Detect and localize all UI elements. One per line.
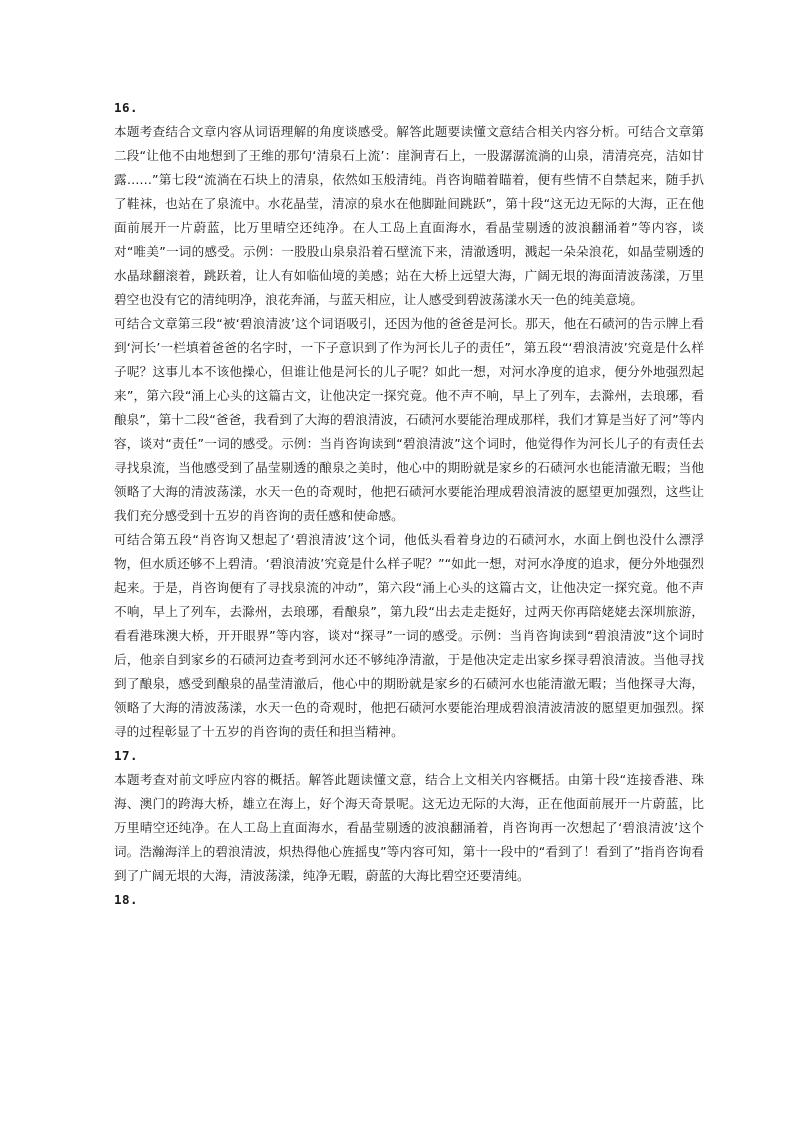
answer-content [114, 96, 704, 912]
answer-paragraph: 本题考查结合文章内容从词语理解的角度谈感受。解答此题要读懂文意结合相关内容分析。可结合文章第二段“让他不由地想到了王维的那句‘清泉石上流’：崖涧青石上，一股潺潺流淌的山泉，清清亮亮，洁如甘露……”第七段“流淌在石块上的清泉，依然如玉般清纯。肖咨询瞄着瞄着，便有些情不自禁起来，随手扒了鞋袜，也站在了泉流中。水花晶莹，清凉的泉水在他脚趾间跳跃”，第十段“这无边无际的大海，正在他面前展开一片蔚蓝，比万里晴空还纯净。在人工岛上直面海水，看晶莹剔透的波浪翻涌着”等内容，谈对“唯美”一词的感受。示例：一股股山泉泉沿着石壁流下来，清澈透明，溅起一朵朵浪花，如晶莹剔透的水晶球翻滚着，跳跃着，让人有如临仙境的美感；站在大桥上远望大海，广阔无垠的海面清波荡漾，万里碧空也没有它的清纯明净，浪花奔涌，与蓝天相应，让人感受到碧波荡漾水天一色的纯美意境。 [114, 124, 704, 307]
answer-paragraph: 本题考查对前文呼应内容的概括。解答此题读懂文意，结合上文相关内容概括。由第十段“连接香港、珠海、澳门的跨海大桥，雄立在海上，好个海天奇景呢。这无边无际的大海，正在他面前展开一片蔚蓝，比万里晴空还纯净。在人工岛上直面海水，看晶莹剔透的波浪翻涌着，肖咨询再一次想起了‘碧浪清波’这个词。浩瀚海洋上的碧浪清波，炽热得他心旌摇曳”等内容可知，第十一段中的“看到了！看到了”指肖咨询看到了广阔无垠的大海，清波荡漾，纯净无暇，蔚蓝的大海比碧空还要清纯。 [114, 772, 704, 883]
answer-paragraph: 可结合第五段“肖咨询又想起了‘碧浪清波’这个词，他低头看着身边的石碛河水，水面上倒也没什么漂浮物，但水质还够不上碧清。‘碧浪清波’究竟是什么样子呢？”“如此一想，对河水净度的追求，便分外地强烈起来。于是，肖咨询便有了寻找泉流的冲动”，第六段“涌上心头的这篇古文，让他决定一探究竟。他不声不响，早上了列车，去滁州，去琅琊，看酿泉”，第九段“出去走走挺好，过两天你再陪姥姥去深圳旅游，看看港珠澳大桥，开开眼界”等内容，谈对“探寻”一词的感受。示例：当肖咨询读到“碧浪清波”这个词时后，他亲自到家乡的石碛河边查考到河水还不够纯净清澈，于是他决定走出家乡探寻碧浪清波。当他寻找到了酿泉，感受到酿泉的晶莹清澈后，他心中的期盼就是家乡的石碛河水也能清澈无暇；当他探寻大海，领略了大海的清波荡漾，水天一色的奇观时，他把石碛河水要能治理成碧浪清波清波的愿望更加强烈。探寻的过程彰显了十五岁的肖咨询的责任和担当精神。 [114, 532, 704, 739]
answer-paragraph: 可结合文章第三段“被‘碧浪清波’这个词语吸引，还因为他的爸爸是河长。那天，他在石碛河的告示牌上看到‘河长’一栏填着爸爸的名字时，一下子意识到了作为河长儿子的责任”，第五段“‘碧浪清波’究竟是什么样子呢？这事儿本不该他操心，但谁让他是河长的儿子呢？如此一想，对河水净度的追求，便分外地强烈起来”，第六段“涌上心头的这篇古文，让他决定一探究竟。他不声不响，早上了列车，去滁州，去琅琊，看酿泉”，第十二段“爸爸，我看到了大海的碧浪清波，石碛河水要能治理成那样，我们才算是当好了河”等内容，谈对“责任”一词的感受。示例：当肖咨询读到“碧浪清波”这个词时，他觉得作为河长儿子的有责任去寻找泉流，当他感受到了晶莹剔透的酿泉之美时，他心中的期盼就是家乡的石碛河水也能清澈无暇；当他领略了大海的清波荡漾，水天一色的奇观时，他把石碛河水要能治理成碧浪清波的愿望更加强烈，这些让我们充分感受到十五岁的肖咨询的责任感和使命感。 [114, 316, 704, 523]
question-number-16: 16. [114, 100, 139, 115]
question-number-18: 18. [114, 892, 139, 907]
question-number-17: 17. [114, 748, 139, 763]
